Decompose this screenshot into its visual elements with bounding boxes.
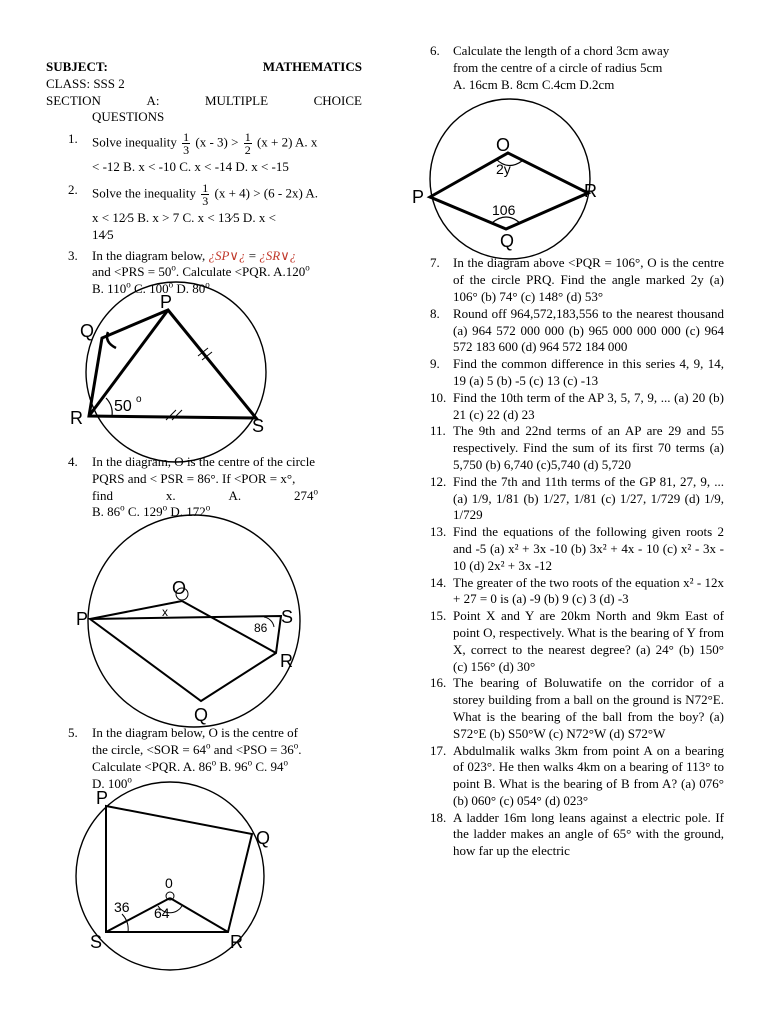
question-options: < -12 B. x < -10 C. x < -14 D. x < -15 [92, 159, 289, 175]
degree-sign: o [283, 757, 288, 768]
question-line [92, 281, 362, 298]
label-p: P [412, 187, 425, 208]
question-text: The 9th and 22nd terms of an AP are 29 and 55 respectively. Find the sum of its first 70 terms (a) 5,750 (b) 6,740 (c)5,740 (d) 5,720 [453, 423, 724, 472]
question-number: 3. [68, 247, 78, 263]
label-r: R [230, 932, 243, 953]
question-text: In the diagram below, O is the centre of [92, 725, 299, 741]
question-line [92, 759, 362, 776]
question-number: 7. [430, 255, 440, 271]
angle-label: x [162, 605, 168, 620]
question-text: Find the common difference in this series 4, 9, 14, 19 (a) 5 (b) -5 (c) 13 (c) -13 [453, 356, 724, 388]
question-4 [46, 454, 362, 521]
label-r: R [280, 651, 293, 672]
question-number: 13. [430, 524, 447, 540]
question-text: In the diagram above <PQR = 106°, O is the centre of the circle PRQ. Find the angle marked 2y (a) 106° (b) 74° (c) 148° (d) 53° [453, 255, 724, 304]
question-text: x. [165, 487, 176, 503]
degree-sign: o [120, 503, 125, 514]
question-text: C. 100 [130, 281, 169, 297]
question-text: The greater of the two roots of the equation x² - 12x + 27 = 0 is (a) -9 (b) 9 (c) 3 (d) -3 [453, 574, 724, 607]
angle-label: 106 [492, 202, 516, 219]
label-q: Q [256, 828, 271, 849]
degree-sign: o [205, 503, 211, 514]
angle-label: 50 [114, 397, 132, 415]
degree-sign: o [168, 279, 174, 290]
question-number: 14. [430, 574, 447, 590]
question-options: 14⁄5 [92, 226, 114, 242]
question-text: from the centre of a circle of radius 5cm [453, 59, 663, 75]
label-q: Q [500, 231, 515, 252]
angle-label: 36 [114, 899, 130, 916]
question-13 [430, 524, 724, 574]
section-word: CHOICE [313, 92, 362, 108]
question-text: Find the 7th and 11th terms of the GP 81, 27, 9, ... (a) 1/9, 1/81 (b) 1/27, 1/81 (c) 1/27, 1/729 (d) 1/9, 1/729 [453, 473, 724, 523]
diagram-circle-pqrs-angles [46, 788, 362, 954]
question-15 [430, 608, 724, 675]
label-q: Q [80, 320, 95, 341]
question-9 [430, 356, 724, 390]
equation-glyph: ¿SP∨¿ [208, 247, 246, 263]
question-number: 8. [430, 305, 440, 321]
label-o: O [496, 135, 511, 156]
question-number: 11. [430, 423, 446, 439]
label-p: P [96, 788, 109, 809]
fraction [244, 131, 252, 156]
question-text: Find the 10th term of the AP 3, 5, 7, 9, ... (a) 20 (b) 21 (c) 22 (d) 23 [453, 389, 724, 422]
diagram-circle-prq-centre-o [412, 93, 724, 252]
question-line [92, 264, 362, 281]
question-16 [430, 675, 724, 742]
degree-sign: o [305, 263, 310, 274]
question-text: In the diagram, O is the centre of the circle [92, 453, 316, 469]
question-text: the circle, <SOR = 64 [92, 741, 206, 757]
diagram-cyclic-quadrilateral-pqrs [46, 291, 362, 444]
numerator: 1 [244, 130, 251, 145]
question-3 [46, 248, 362, 298]
question-text: (x + 2) A. x [256, 134, 318, 150]
degree-sign: o [293, 740, 299, 751]
question-1 [46, 131, 362, 176]
question-line [46, 504, 362, 521]
question-text: Find the equations of the following given roots 2 and -5 (a) x² + 3x -10 (b) 3x² + 4x - 10 (c) x² - 3x - 10 (d) 2x² + 3x -12 [453, 524, 724, 573]
question-text: PQRS and < PSR = 86°. If <POR = x°, [92, 470, 296, 486]
question-text: D. 100 [92, 775, 128, 791]
question-number: 17. [430, 742, 447, 758]
question-text: A ladder 16m long leans against a electric pole. If the ladder makes an angle of 65° with the ground, how far up the electric [453, 809, 724, 859]
diagram-circle-pqrs-centre-o [46, 521, 362, 726]
question-text: B. 110 [92, 281, 127, 297]
label-s: S [281, 607, 294, 628]
question-number: 4. [68, 453, 78, 469]
question-text: D. 80 [173, 281, 206, 297]
degree-sign: o [162, 503, 168, 514]
question-options: A. 16cm B. 8cm C.4cm D.2cm [453, 76, 615, 92]
subject-line [46, 59, 362, 76]
angle-label: 64 [154, 905, 170, 922]
question-text: B. 86 [92, 504, 121, 520]
question-17 [430, 743, 724, 810]
numerator: 1 [202, 180, 209, 195]
question-text: Calculate the length of a chord 3cm away [453, 43, 670, 58]
degree-sign: o [205, 740, 211, 751]
question-line [92, 742, 362, 759]
left-column [46, 0, 362, 954]
question-number: 1. [68, 131, 78, 147]
question-text: Solve the inequality [92, 185, 196, 201]
question-text: C. 94 [252, 758, 284, 774]
question-text: (x + 4) > (6 - 2x) A. [214, 185, 318, 201]
question-text: B. 96 [216, 758, 248, 774]
question-text: and <PRS = 50 [92, 264, 172, 280]
label-r: R [584, 181, 597, 202]
question-text: Round off 964,572,183,556 to the nearest thousand (a) 964 572 000 000 (b) 965 000 000 000 (c) 964 572 183 600 (d) 964 572 184 000 [453, 305, 724, 355]
numerator: 1 [183, 130, 190, 145]
class-line: CLASS: SSS 2 [46, 75, 125, 91]
question-text: Calculate <PQR. A. 86 [92, 758, 212, 774]
degree-sign: o [127, 774, 132, 785]
label-s: S [90, 932, 103, 953]
section-word: MULTIPLE [204, 92, 269, 108]
angle-label: 86 [254, 621, 268, 636]
question-line [92, 488, 362, 505]
label-q: Q [194, 705, 209, 726]
degree-sign: o [171, 263, 176, 274]
degree-sign: o [313, 486, 318, 497]
section-word: A: [146, 92, 160, 108]
question-text: = [248, 247, 257, 263]
question-14 [430, 575, 724, 609]
subject-label: SUBJECT: [46, 59, 108, 74]
question-number: 10. [430, 389, 447, 405]
equation-glyph: ¿SR∨¿ [259, 247, 297, 263]
subject-value: MATHEMATICS [262, 59, 362, 74]
question-text: . [298, 741, 302, 757]
denominator: 3 [183, 143, 190, 158]
question-text: . Calculate <PQR. A.120 [175, 264, 306, 280]
degree-sign: o [136, 393, 142, 405]
question-text: find [92, 487, 113, 503]
question-number: 6. [430, 43, 440, 58]
question-5 [46, 725, 362, 792]
section-word: SECTION [46, 92, 101, 108]
question-options: x < 12⁄5 B. x > 7 C. x < 13⁄5 D. x < [92, 209, 276, 225]
label-o: 0 [165, 875, 173, 892]
question-10 [430, 390, 724, 424]
question-number: 5. [68, 725, 78, 741]
question-line [92, 131, 362, 156]
label-p: P [76, 609, 89, 630]
section-line [46, 93, 362, 110]
question-text: 274 [293, 487, 314, 503]
question-text: Solve inequality [92, 134, 177, 150]
question-number: 18. [430, 809, 447, 825]
denominator: 2 [244, 143, 251, 158]
degree-sign: o [247, 757, 253, 768]
question-text: The bearing of Boluwatife on the corridor of a storey building from a ball on the ground is N72°E. What is the bearing of the ball from the boy? (a) S72°E (b) S50°W (c) N72°W (d) S72°W [453, 675, 724, 741]
question-8 [430, 306, 724, 356]
question-line [92, 776, 362, 793]
question-text: In the diagram below, [92, 247, 206, 263]
question-2 [46, 182, 362, 244]
question-11 [430, 423, 724, 473]
question-number: 12. [430, 473, 447, 489]
question-number: 16. [430, 675, 447, 691]
section-continuation: QUESTIONS [92, 109, 165, 125]
fraction [182, 131, 190, 156]
question-text: (x - 3) > [195, 134, 239, 150]
question-text: C. 129 [124, 504, 163, 520]
question-6 [430, 43, 724, 93]
question-number: 9. [430, 356, 440, 372]
question-text: D. 172 [167, 504, 206, 520]
question-number: 15. [430, 608, 447, 624]
question-text: A. [228, 487, 242, 503]
degree-sign: o [205, 279, 210, 290]
angle-label: 2y [496, 161, 511, 178]
question-text: Point X and Y are 20km North and 9km East of point O, respectively. What is the bearing of Y from X, correct to the nearest degree? (a) 24° (b) 150° (c) 156° (d) 30° [453, 608, 724, 674]
denominator: 3 [202, 193, 209, 208]
question-text: and <PSO = 36 [210, 741, 294, 757]
degree-sign: o [126, 279, 131, 290]
question-text: Abdulmalik walks 3km from point A on a bearing of 023°. He then walks 4km on a bearing of 113° to point B. What is the bearing of B from A? (a) 076° (b) 060° (c) 054° (d) 023° [453, 742, 724, 808]
fraction [201, 182, 209, 207]
right-column [412, 0, 724, 860]
label-r: R [70, 407, 83, 428]
question-7 [430, 255, 724, 305]
label-o: O [172, 578, 187, 599]
question-18 [430, 810, 724, 860]
label-s: S [252, 415, 265, 436]
degree-sign: o [211, 757, 217, 768]
question-number: 2. [68, 181, 78, 197]
question-line [92, 248, 362, 265]
question-12 [430, 474, 724, 524]
question-line [92, 182, 362, 207]
label-p: P [160, 291, 173, 312]
